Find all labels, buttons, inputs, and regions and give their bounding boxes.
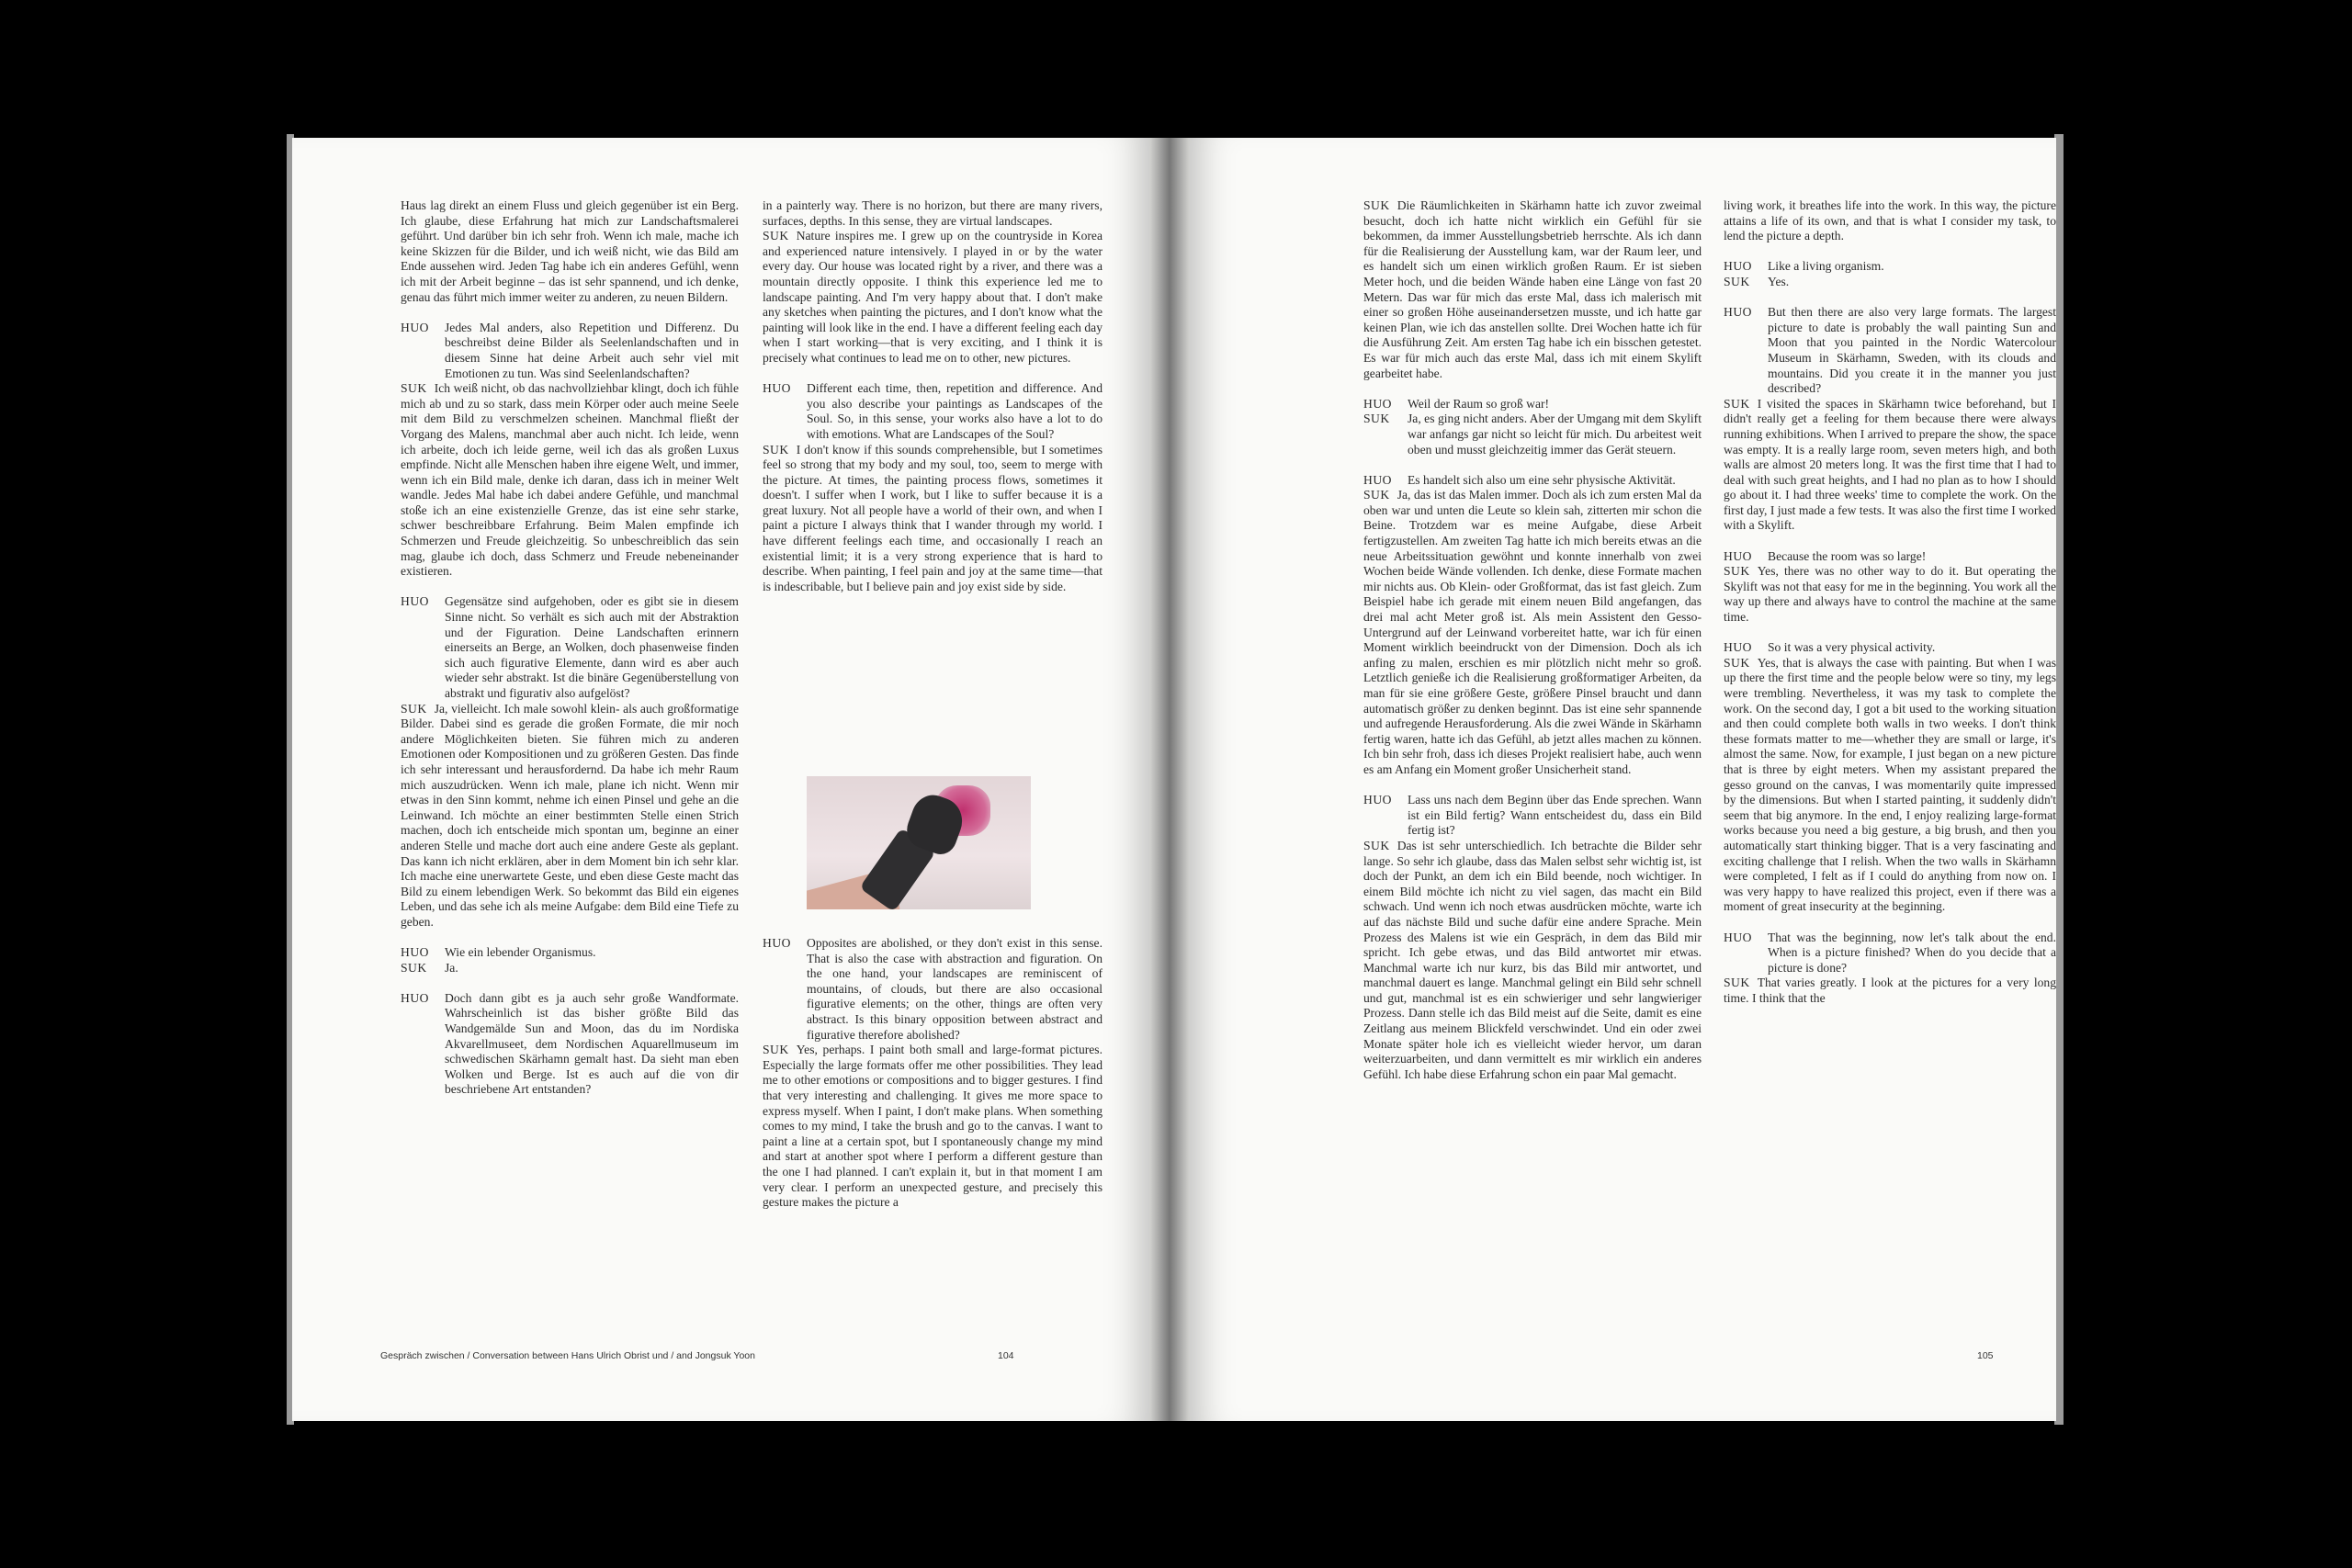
speaker-label: SUK bbox=[401, 381, 427, 396]
paragraph-gap bbox=[401, 305, 739, 321]
speech-text: Yes, perhaps. I paint both small and large-format pictures. Especially the large formats offer me other possibilities. They lead me to other emotions or compositions and to bigger gestures. I find that very interesting and challenging. It gives me more space to express myself. When I paint, I don't make plans. When something comes to my mind, I take the brush and go to the canvas. I want to paint a line at a certain spot, but I spontaneously change my mind and start at another spot where I perform a different gesture than the one I had planned. I can't explain it, but in that moment I am very clear. I perform an unexpected gesture, and precisely this gesture makes the picture a bbox=[763, 1043, 1102, 1210]
speech-text: Ja, das ist das Malen immer. Doch als ich zum ersten Mal da oben war und unten die Leute so klein sah, zitterten mir schon die Beine. Trotzdem war es meine Aufgabe, diese Arbeit fertigzustellen. Am zweiten Tag hatte ich mich bereits etwas an die neue Arbeitssituation gewöhnt und konnte innerhalb von zwei Wochen beide Wände vollenden. Ich denke, diese Formate machen mir nichts aus. Ob Klein- oder Großformat, das ist fast gleich. Zum Beispiel habe ich gerade mit einem neuen Bild angefangen, das drei mal acht Meter groß ist. Als mein Assistent den Gesso-Untergrund auf der Leinwand vorbereitet hatte, war ich für einen Moment wirklich beeindruckt von der Dimension. Doch als ich anfing zu malen, erschien es mir plötzlich nicht mehr so groß. Letztlich genieße ich die Realisierung großformatiger Arbeiten, da man für sie eine größere Geste, größere Pinsel braucht und dann automatisch größer zu denken beginnt. Das ist eine sehr spannende und aufregende Herausforderung. Als die zwei Wände in Skärhamn fertig waren, hatte ich das Gefühl, ab jetzt alles machen zu können. Ich bin sehr froh, dass ich dieses Projekt realisiert habe, auch wenn es am Anfang ein Moment großer Unsicherheit stand. bbox=[1363, 488, 1702, 776]
paragraph-gap bbox=[1724, 244, 2056, 260]
speech-text: Because the room was so large! bbox=[1768, 548, 1927, 563]
speech-text: Different each time, then, repetition and difference. And you also describe your paintings as Landscapes of the Soul. So, in this sense, your works also have a lot to do with emotions. What are Landscapes of the Soul? bbox=[807, 381, 1102, 441]
speech-text: Ich weiß nicht, ob das nachvollziehbar klingt, doch ich fühle mich ab und zu so stark, dass mein Körper oder auch meine Seele mit dem Bild zu verschmelzen scheinen. Manchmal fließt der Vorgang des Malens, manchmal aber auch nicht. Ich leide, wenn ich arbeite, doch ich leide gerne, weil ich das als großen Luxus empfinde. Nicht alle Menschen haben ihre eigene Welt, und immer, wenn ich ein Bild male, denke ich daran, dass ich in meiner Welt wandle. Jedes Mal habe ich dabei andere Gefühle, und manchmal stoße ich an eine existenzielle Grenze, das ist eine sehr starke, schwer beschreibbare Erfahrung. Beim Malen empfinde ich Schmerzen und Freude gleichzeitig. So unbeschreiblich das sein mag, glaube ich doch, dass Schmerz und Freude nebeneinander existieren. bbox=[401, 381, 739, 579]
speaker-label: SUK bbox=[763, 229, 789, 243]
speech-text: Wie ein lebender Organismus. bbox=[445, 945, 596, 960]
paragraph-gap bbox=[1724, 626, 2056, 641]
answer-block bbox=[763, 1043, 1102, 1211]
artwork-photo bbox=[807, 776, 1031, 909]
speech-text: Es handelt sich also um eine sehr physische Aktivität. bbox=[1408, 472, 1676, 487]
paragraph-gap bbox=[1363, 778, 1702, 794]
speech-text: So it was a very physical activity. bbox=[1768, 640, 1936, 655]
speech-text: But then there are also very large formats. The largest picture to date is probably the wall painting Sun and Moon that you painted in the Nordic Watercolour Museum in Skärhamn, Sweden, with its clouds and mountains. Did you create it in the manner you just described? bbox=[1768, 305, 2056, 396]
question-block bbox=[1724, 305, 2056, 397]
question-block bbox=[1363, 397, 1702, 412]
page-number-right: 105 bbox=[1977, 1350, 1994, 1361]
question-block bbox=[1724, 640, 2056, 656]
speaker-label: HUO bbox=[401, 320, 429, 334]
speech-text: Yes, that is always the case with painting. But when I was up there the first time and the people below were so tiny, my legs were trembling. Nevertheless, it was my task to complete the work. On the second day, I got a bit used to the working situation and then could complete both walls in two weeks. I don't think these formats matter to me—whether they are small or large, it's almost the same. Now, for example, I just began on a new picture that is three by eight meters. When my assistant prepared the gesso ground on the canvas, I was momentarily quite impressed by the dimensions. But when I started painting, it suddenly didn't seem that big anymore. In the end, I enjoy realizing large-format works because you need a big gesture, a big brush, and then you automatically start thinking bigger. That is a very fascinating and exciting challenge that I relish. When the two walls in Skärhamn were completed, I felt as if I could do anything from now on. I was very happy to have realized this project, even if there was a moment of great insecurity at the beginning. bbox=[1724, 655, 2056, 914]
question-block bbox=[763, 381, 1102, 442]
speaker-label: HUO bbox=[763, 381, 791, 396]
question-block bbox=[1363, 473, 1702, 489]
text-column-3 bbox=[1363, 198, 1702, 1082]
question-block bbox=[401, 945, 739, 961]
answer-block bbox=[763, 229, 1102, 366]
speech-text: That was the beginning, now let's talk about the end. When is a picture finished? When do you decide that a picture is done? bbox=[1768, 930, 2056, 975]
paragraph-gap bbox=[401, 580, 739, 595]
speaker-label: SUK bbox=[1724, 976, 1750, 990]
speech-text: Ja, es ging nicht anders. Aber der Umgang mit dem Skylift war anfangs gar nicht so leicht für mich. Du arbeitest weit oben und musst gleichzeitig immer das Gerät steuern. bbox=[1408, 412, 1702, 457]
speaker-label: HUO bbox=[1363, 472, 1392, 487]
speaker-label: SUK bbox=[1363, 838, 1390, 852]
paragraph-gap bbox=[763, 367, 1102, 382]
question-block bbox=[763, 936, 1102, 1043]
speaker-label: HUO bbox=[1724, 930, 1752, 944]
speaker-label: SUK bbox=[1363, 198, 1390, 212]
speech-text: Nature inspires me. I grew up on the countryside in Korea and experienced nature intensively. I played in or by the water every day. Our house was located right by a river, and there was a mountain directly opposite. I think this experience led me to landscape painting. And I'm very happy about that. I don't make any sketches when painting the pictures, and I don't know what the painting will look like in the end. I have a different feeling each day when I start working—that is very exciting, and I think it is precisely what continues to lead me on to other, new pictures. bbox=[763, 229, 1102, 365]
speech-text: Yes. bbox=[1768, 274, 1790, 288]
speaker-label: HUO bbox=[401, 990, 429, 1005]
speaker-label: SUK bbox=[763, 442, 789, 457]
speech-text: Like a living organism. bbox=[1768, 259, 1884, 274]
speaker-label: HUO bbox=[1724, 548, 1752, 563]
speaker-label: HUO bbox=[1724, 259, 1752, 274]
answer-block bbox=[1363, 198, 1702, 381]
paragraph-gap bbox=[401, 931, 739, 946]
speaker-label: HUO bbox=[1363, 396, 1392, 411]
speaker-label: SUK bbox=[401, 701, 427, 716]
question-block bbox=[1363, 793, 1702, 839]
speech-text: Yes, there was no other way to do it. But operating the Skylift was not that easy for me in the beginning. You work all the way up there and always have to control the machine at the same time. bbox=[1724, 564, 2056, 625]
speaker-label: SUK bbox=[1724, 274, 1750, 288]
answer-block bbox=[1724, 656, 2056, 915]
question-block bbox=[1724, 259, 2056, 275]
paragraph-gap bbox=[1724, 534, 2056, 549]
speaker-label: HUO bbox=[401, 594, 429, 609]
question-block bbox=[1724, 931, 2056, 976]
answer-block bbox=[1724, 976, 2056, 1006]
question-block bbox=[401, 991, 739, 1098]
answer-block bbox=[401, 381, 739, 580]
footer-caption: Gespräch zwischen / Conversation between Hans Ulrich Obrist und / and Jongsuk Yoon bbox=[380, 1350, 755, 1361]
question-block bbox=[401, 321, 739, 381]
paragraph: Haus lag direkt an einem Fluss und gleich gegenüber ist ein Berg. Ich glaube, diese Erfahrung hat mich zur Landschaftsmalerei geführt. Und darüber bin ich sehr froh. Wenn ich male, mache ich keine Skizzen für die Bilder, und ich weiß nicht, wie das Bild am Ende aussehen wird. Jeden Tag habe ich ein anderes Gefühl, wenn ich mit der Arbeit beginne – das ist sehr spannend, und ich denke, genau das führt mich immer weiter zu anderen, zu neuen Bildern. bbox=[401, 198, 739, 304]
paragraph-gap bbox=[1724, 915, 2056, 931]
speaker-label: SUK bbox=[763, 1043, 789, 1057]
text-column-4 bbox=[1724, 198, 2056, 1006]
speech-text: Gegensätze sind aufgehoben, oder es gibt sie in diesem Sinne nicht. So verhält es sich auch mit der Abstraktion und der Figuration. Deine Landschaften erinnern einerseits an Berge, an Wolken, doch phasenweise finden sich auch figurative Elemente, dann wird es aber auch wieder sehr abstrakt. Ist die binäre Gegenüberstellung von abstrakt und figurativ also aufgelöst? bbox=[445, 594, 739, 700]
right-page bbox=[1189, 138, 2056, 1421]
answer-block bbox=[1724, 397, 2056, 534]
speaker-label: SUK bbox=[1724, 396, 1750, 411]
text-column-2-bottom bbox=[763, 936, 1102, 1211]
speaker-label: HUO bbox=[1724, 305, 1752, 320]
paragraph-gap bbox=[1363, 457, 1702, 473]
page-number-left: 104 bbox=[998, 1350, 1014, 1361]
text-column-2-top bbox=[763, 198, 1102, 594]
speech-text: Ja. bbox=[445, 960, 458, 975]
speaker-label: SUK bbox=[401, 960, 427, 975]
question-block bbox=[401, 594, 739, 701]
speech-text: Weil der Raum so groß war! bbox=[1408, 396, 1550, 411]
speech-text: Die Räumlichkeiten in Skärhamn hatte ich zuvor zweimal besucht, doch ich hatte nicht wirklich ein Gefühl für sie bekommen, da immer Ausstellungsbetrieb herrschte. Als ich dann für die Realisierung der Ausstellung kam, war der Raum leer, und es handelt sich um einen wirklich großen Raum. Er ist sieben Meter hoch, und die beiden Wände haben eine Länge von fast 20 Metern. Das war für mich das erste Mal, dass ich malerisch mit einer so großen Höhe auseinandersetzen musste, und ich hatte gar keinen Plan, wie ich das anstellen sollte. Drei Wochen hatte ich für die Ausführung Zeit. Am ersten Tag habe ich ein bisschen getestet. Es war für mich auch das erste Mal, dass ich mit einem Skylift gearbeitet habe. bbox=[1363, 198, 1702, 380]
question-block bbox=[401, 961, 739, 976]
speaker-label: SUK bbox=[1363, 488, 1390, 502]
speaker-label: HUO bbox=[1724, 640, 1752, 655]
speech-text: Ja, vielleicht. Ich male sowohl klein- als auch großformatige Bilder. Dabei sind es gerade die großen Formate, die mir noch andere Möglichkeiten bieten. Sie führen mich zu anderen Emotionen oder Kompositionen und zu größeren Gesten. Das finde ich sehr interessant und herausfordernd. Da habe ich mehr Raum mich auszudrücken. Wenn ich male, plane ich nicht. Wenn mir etwas in den Sinn kommt, nehme ich einen Pinsel und gehe an die Leinwand. Ich möchte an einer bestimmten Stelle einen Strich machen, doch ich entscheide mich spontan um, beginne an einer anderen Stelle und mache dort auch eine andere Geste als geplant. Das kann ich nicht erklären, aber in dem Moment bin ich sehr klar. Ich mache eine unerwartete Geste, und eben diese Geste macht das Bild zu einem lebendigen Werk. So bekommt das Bild ein eigenes Leben, und das sehe ich als meine Aufgabe: dem Bild eine Tiefe zu geben. bbox=[401, 701, 739, 929]
speech-text: I visited the spaces in Skärhamn twice beforehand, but I didn't really get a feeling for them because there were always running exhibitions. When I arrived to prepare the show, the space was empty. It is a really large room, seven meters high, and both walls are almost 20 meters long. It was the first time that I had to deal with such great heights, and I had no plan as to how I should go about it. I had three weeks' time to complete the work. On the first day, I just made a few tests. It was also the first time I worked with a Skylift. bbox=[1724, 396, 2056, 533]
paragraph-gap bbox=[401, 976, 739, 991]
speech-text: Opposites are abolished, or they don't exist in this sense. That is also the case with abstraction and figuration. On the one hand, your landscapes are reminiscent of mountains, of clouds, but there are also occasional figurative elements; on the other, things are often very abstract. Is this binary opposition between abstract and figurative therefore abolished? bbox=[807, 936, 1102, 1042]
speech-text: Das ist sehr unterschiedlich. Ich betrachte die Bilder sehr lange. So sehr ich glaube, dass das Malen selbst sehr wichtig ist, ist doch der Punkt, an dem ich ein Bild beende, noch wichtiger. In einem Bild möchte ich nicht zu viel sagen, das macht ein Bild schwach. Und wenn ich noch etwas ausdrücken möchte, warte ich auf das nächste Bild und suche dafür eine andere Sprache. Mein Prozess des Malens ist wie ein Gespräch, in dem das Bild mir spricht. Ich gebe etwas, und das Bild antwortet mir etwas. Manchmal warte ich nur kurz, bis das Bild mir antwortet, und manchmal dauert es lange. Manchmal gelingt ein Bild sehr schnell und gut, manchmal ist es ein schwieriger und sehr langwieriger Prozess. Dann stelle ich das Bild meist auf die Seite, damit es eine Zeitlang aus meinem Blickfeld verschwindet. Und ein oder zwei Monate später hole ich es vielleicht wieder hervor, um daran weiterzuarbeiten, und dann vermittelt es mir wirklich ein anderes Gefühl. Ich habe diese Erfahrung schon ein paar Mal gemacht. bbox=[1363, 838, 1702, 1081]
question-block bbox=[1724, 549, 2056, 565]
paragraph: in a painterly way. There is no horizon, but there are many rivers, surfaces, depths. In this sense, they are virtual landscapes. bbox=[763, 198, 1102, 228]
speaker-label: SUK bbox=[1363, 412, 1390, 426]
speaker-label: HUO bbox=[763, 936, 791, 950]
answer-block bbox=[1724, 564, 2056, 625]
answer-block bbox=[1363, 488, 1702, 777]
speech-text: Jedes Mal anders, also Repetition und Differenz. Du beschreibst deine Bilder als Seelenlandschaften und in diesem Sinne hat deine Arbeit auch sehr viel mit Emotionen zu tun. Was sind Seelenlandschaften? bbox=[445, 320, 739, 380]
speech-text: Lass uns nach dem Beginn über das Ende sprechen. Wann ist ein Bild fertig? Wann entscheidest du, dass ein Bild fertig ist? bbox=[1408, 793, 1702, 838]
speech-text: That varies greatly. I look at the pictures for a very long time. I think that the bbox=[1724, 976, 2056, 1005]
paragraph-gap bbox=[1724, 290, 2056, 306]
speech-text: Doch dann gibt es ja auch sehr große Wandformate. Wahrscheinlich ist das bisher größte Bild das Wandgemälde Sun and Moon, das du im Nordiska Akvarellmuseet, dem Nordischen Aquarellmuseum im schwedischen Skärhamn gemalt hast. Da sieht man eben Wolken und Berge. Ist es auch auf die von dir beschriebene Art entstanden? bbox=[445, 990, 739, 1097]
question-block bbox=[1724, 275, 2056, 290]
speaker-label: SUK bbox=[1724, 564, 1750, 579]
paragraph-gap bbox=[1363, 381, 1702, 397]
speaker-label: SUK bbox=[1724, 655, 1750, 670]
question-block bbox=[1363, 412, 1702, 457]
speaker-label: HUO bbox=[1363, 793, 1392, 807]
answer-block bbox=[1363, 839, 1702, 1083]
paragraph: living work, it breathes life into the work. In this way, the picture attains a life of its own, and that is what I consider my task, to lend the picture a depth. bbox=[1724, 198, 2056, 243]
text-column-1 bbox=[401, 198, 739, 1098]
book-gutter bbox=[1150, 138, 1189, 1421]
speaker-label: HUO bbox=[401, 945, 429, 960]
speech-text: I don't know if this sounds comprehensible, but I sometimes feel so strong that my body and my soul, too, seem to merge with the picture. At times, the painting process flows, sometimes it doesn't. I suffer when I work, but I like to suffer because it is a great luxury. Not all people have a world of their own, and when I paint a picture I always think that I wander through my world. I have different feelings each time, and occasionally I reach an existential limit; it is a very strong experience that is hard to describe. When painting, I feel pain and joy at the same time—that is indescribable, but I believe pain and joy exist side by side. bbox=[763, 442, 1102, 593]
answer-block bbox=[401, 702, 739, 931]
answer-block bbox=[763, 443, 1102, 595]
